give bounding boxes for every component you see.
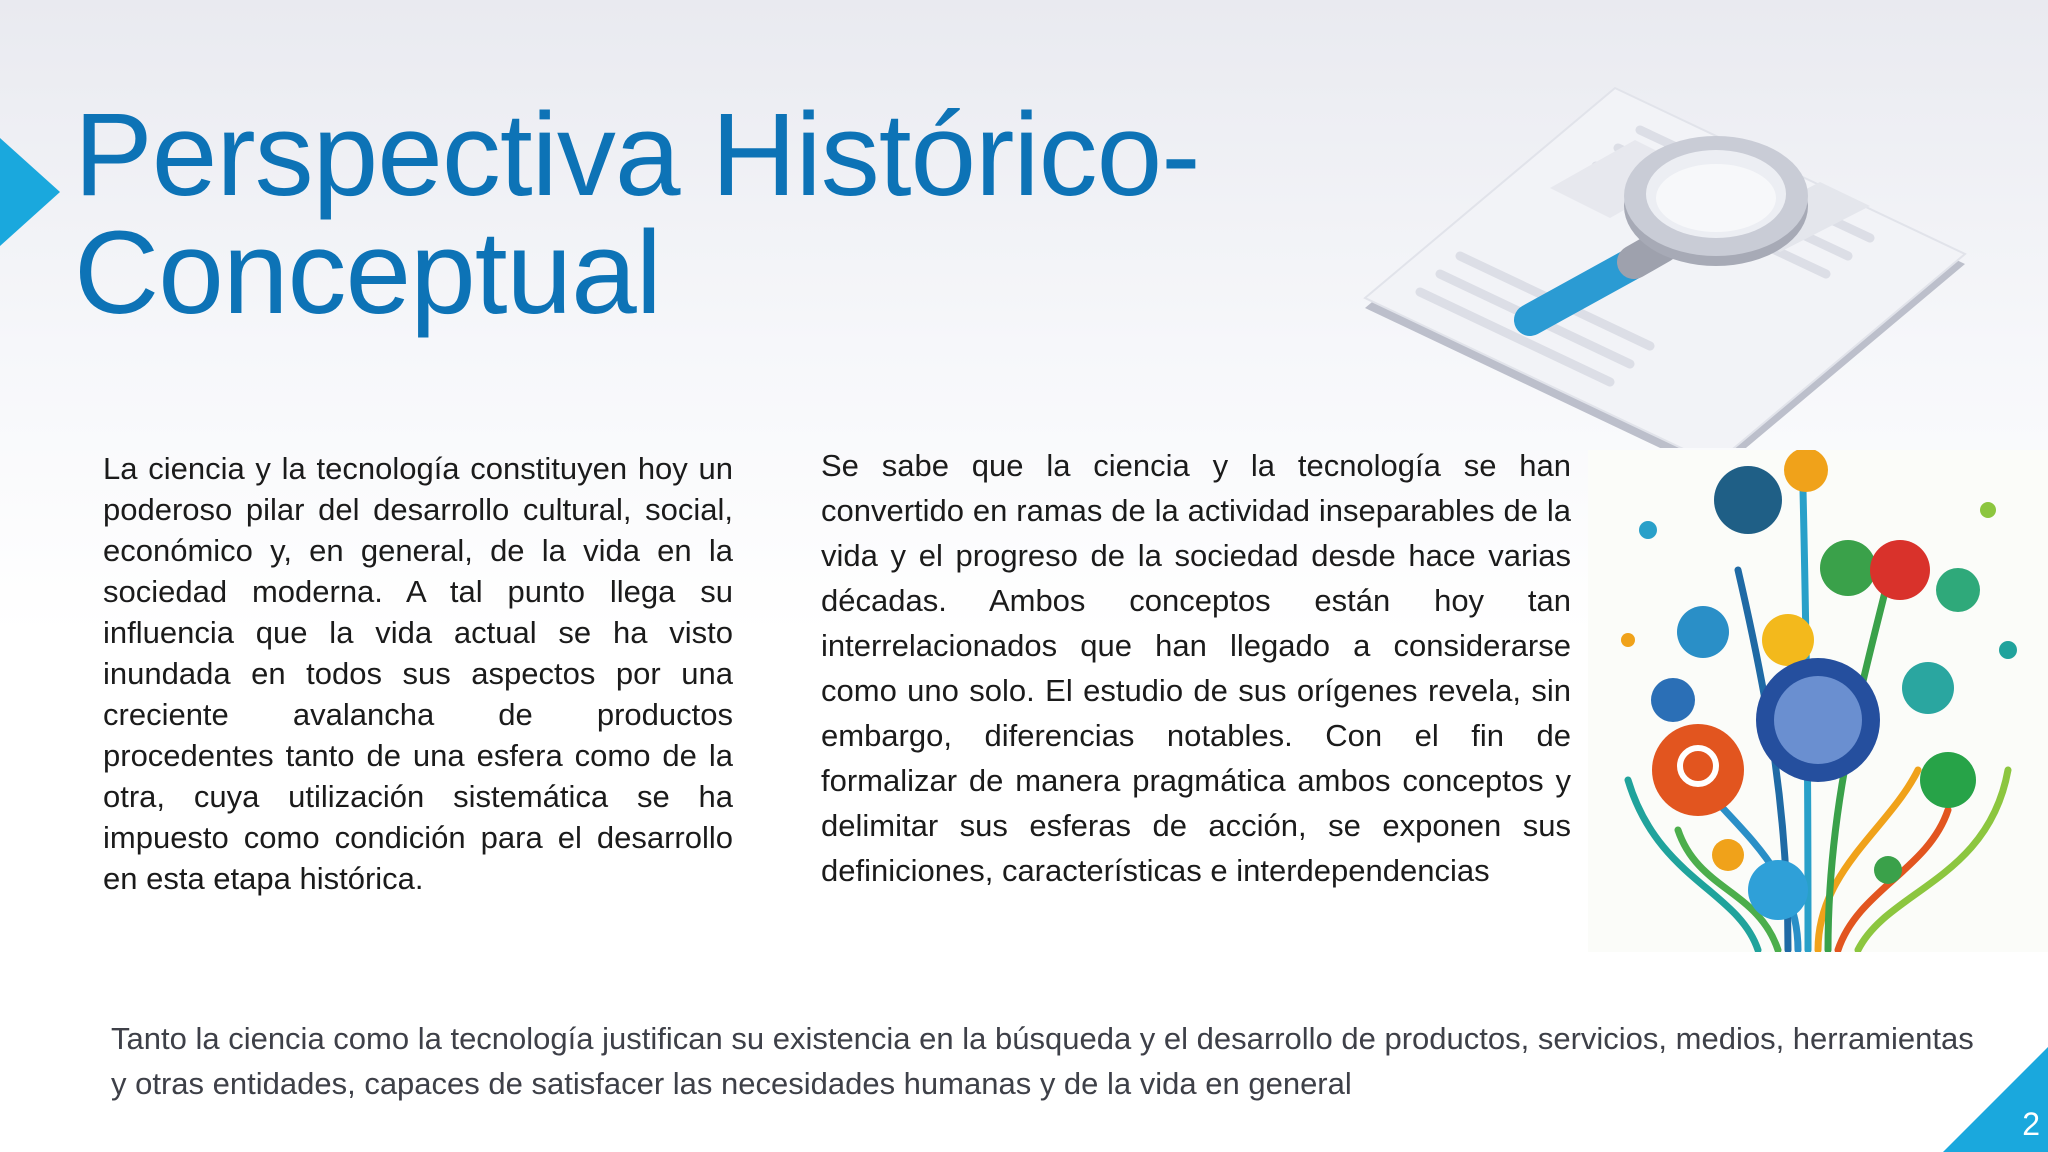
left-paragraph: La ciencia y la tecnología constituyen hoy un poderoso pilar del desarrollo cultural, social, económico y, en general, de la vida en la sociedad moderna. A tal punto llega su influencia que la vida actual se ha visto inundada en todos sus aspectos por una creciente avalancha de productos procedentes tanto de una esfera como de la otra, cuya utilización sistemática se ha impuesto como condición para el desarrollo en esta etapa histórica.	[103, 451, 733, 896]
page-number: 2	[2022, 1106, 2040, 1142]
title-line-1: Perspectiva Histórico-	[74, 89, 1200, 221]
right-paragraph: Se sabe que la ciencia y la tecnología se han convertido en ramas de la actividad inseparables de la vida y el progreso de la sociedad desde hace varias décadas. Ambos conceptos están hoy tan interrelacionados que han llegado a considerarse como uno solo. El estudio de sus orígenes revela, sin embargo, diferencias notables. Con el fin de formalizar de manera pragmática ambos conceptos y delimitar sus esferas de acción, se exponen sus definiciones, características e interdependencias	[821, 448, 1571, 888]
science-technology-network-illustration	[1588, 450, 2048, 952]
title-line-2: Conceptual	[74, 207, 661, 339]
slide-title	[74, 89, 1200, 339]
footer-text: Tanto la ciencia como la tecnología justifican su existencia en la búsqueda y el desarrollo de productos, servicios, medios, herramientas y otras entidades, capaces de satisfacer las necesidades humanas y de la vida en general	[111, 1021, 1974, 1101]
accent-triangle	[0, 138, 60, 246]
document-magnifier-illustration	[1350, 78, 1980, 448]
